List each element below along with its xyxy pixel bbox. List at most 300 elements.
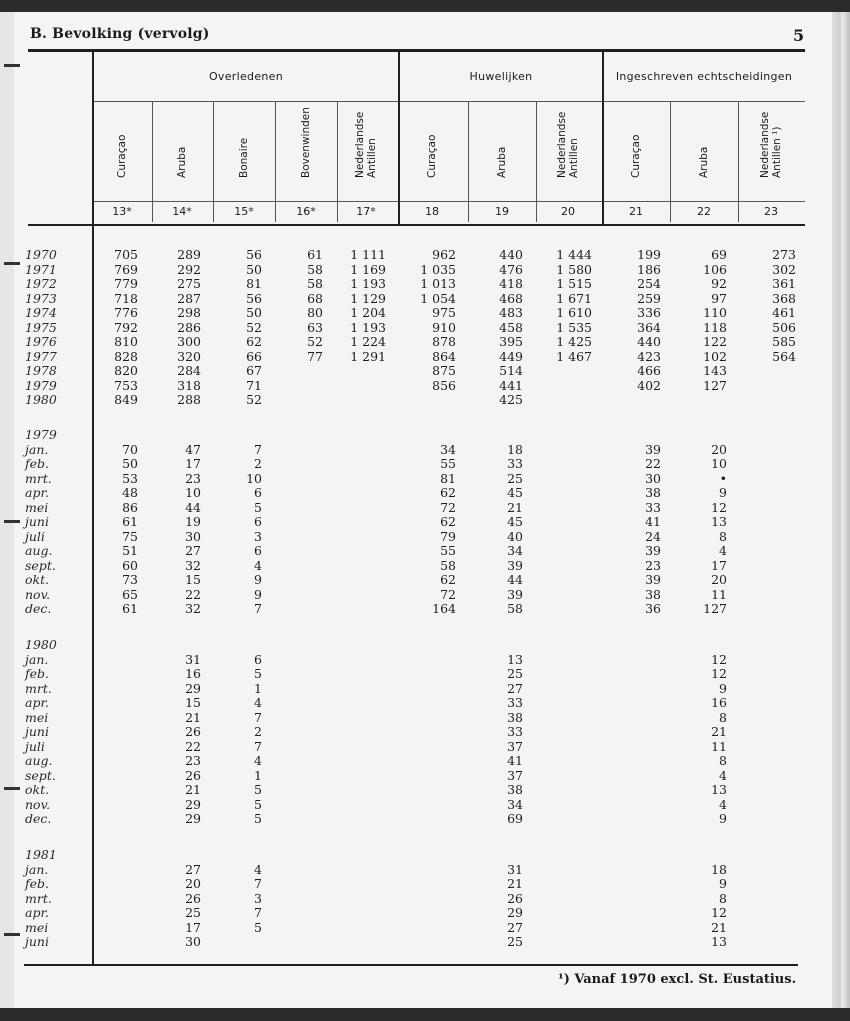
table-cell: 47 [185,441,201,457]
table-cell: 7 [254,738,262,754]
table-cell: 52 [307,334,323,349]
table-cell: 254 [637,276,661,291]
table-cell: 50 [246,305,262,320]
section-year-label: 1981 [25,847,57,862]
column-number: 15* [234,205,254,218]
table-cell: 1 610 [556,305,592,320]
footnote: ¹) Vanaf 1970 excl. St. Eustatius. [558,972,797,987]
row-label: apr. [25,485,50,500]
table-cell: 39 [507,557,523,573]
table-cell: 828 [114,348,138,364]
table-cell: 483 [499,305,523,320]
table-cell: • [719,470,727,486]
table-cell: 9 [254,572,262,587]
table-cell: 34 [440,441,456,457]
column-header: Nederlandse Antillen [556,111,580,178]
table-cell: 1 129 [350,290,386,306]
table-cell: 30 [185,528,201,544]
row-label: mei [25,709,49,725]
table-cell: 7 [254,441,262,457]
section-year-label: 1980 [25,637,57,652]
table-cell: 19 [185,514,201,529]
table-cell: 12 [711,666,727,681]
table-cell: 81 [440,470,456,486]
table-cell: 25 [507,666,523,681]
table-cell: 69 [711,247,727,262]
column-number: 20 [561,205,575,218]
table-cell: 52 [246,392,262,407]
row-label: 1970 [25,247,57,262]
table-cell: 259 [637,290,661,306]
table-cell: 564 [772,348,796,364]
row-label: 1979 [25,377,57,393]
table-cell: 4 [719,796,727,812]
table-cell: 461 [772,305,796,320]
table-cell: 72 [440,499,456,515]
table-cell: 39 [645,572,661,587]
table-cell: 25 [507,470,523,486]
row-label: 1971 [25,261,57,277]
table-cell: 75 [122,528,138,544]
page-left-edge [0,12,15,1009]
column-number: 21 [629,205,643,218]
column-number: 16* [296,205,316,218]
table-cell: 37 [507,767,523,783]
table-cell: 1 [254,680,262,696]
table-cell: 11 [711,738,727,754]
margin-tab-mark [4,262,20,265]
table-cell: 29 [185,811,201,826]
table-cell: 58 [507,601,523,616]
table-cell: 286 [177,319,201,335]
row-label: jan. [25,441,49,457]
table-cell: 29 [185,796,201,812]
table-cell: 476 [499,261,523,277]
table-cell: 13 [711,782,727,797]
column-header: Curaçao [426,134,438,178]
table-cell: 86 [122,499,138,515]
table-cell: 41 [645,514,661,529]
table-cell: 26 [507,890,523,906]
table-cell: 1 035 [420,261,456,277]
table-cell: 27 [507,919,523,935]
table-cell: 17 [185,919,201,935]
table-cell: 22 [185,738,201,754]
row-label: feb. [25,666,49,681]
table-cell: 8 [719,709,727,725]
table-cell: 10 [246,470,262,486]
table-cell: 15 [185,572,201,587]
row-label: aug. [25,753,53,768]
column-number: 18 [425,205,439,218]
group-header-rule [93,101,805,102]
table-cell: 506 [772,319,796,335]
table-cell: 1 054 [420,290,456,306]
table-cell: 4 [719,767,727,783]
table-cell: 13 [507,651,523,667]
table-cell: 300 [177,334,201,349]
table-cell: 6 [254,485,262,500]
row-label: nov. [25,586,51,602]
margin-tab-mark [4,933,20,936]
column-divider [152,102,153,222]
table-cell: 26 [185,767,201,783]
table-cell: 58 [307,261,323,277]
table-cell: 62 [246,334,262,349]
table-cell: 97 [711,290,727,306]
row-label: 1975 [25,319,57,335]
row-label: 1980 [25,392,57,407]
table-cell: 17 [185,456,201,471]
row-label: mei [25,499,49,515]
table-cell: 423 [637,348,661,364]
table-cell: 60 [122,557,138,573]
table-cell: 1 444 [556,247,592,262]
row-label: mrt. [25,680,52,696]
table-cell: 6 [254,543,262,558]
row-label: apr. [25,905,50,920]
table-cell: 38 [507,782,523,797]
table-cell: 23 [645,557,661,573]
table-cell: 21 [185,709,201,725]
table-cell: 395 [499,334,523,349]
table-cell: 368 [772,290,796,306]
table-cell: 298 [177,305,201,320]
row-label: mrt. [25,470,52,486]
table-cell: 2 [254,456,262,471]
table-cell: 12 [711,651,727,667]
table-cell: 1 013 [420,276,456,291]
table-cell: 13 [711,514,727,529]
table-cell: 1 111 [350,247,386,262]
table-cell: 36 [645,601,661,616]
table-cell: 61 [122,514,138,529]
page-right-edge [832,12,850,1009]
table-cell: 45 [507,514,523,529]
table-cell: 17 [711,557,727,573]
table-cell: 1 224 [350,334,386,349]
table-cell: 12 [711,905,727,920]
row-label: okt. [25,572,50,587]
table-cell: 21 [185,782,201,797]
group-header-huwelijken: Huwelijken [469,70,533,83]
table-cell: 15 [185,695,201,710]
table-cell: 1 467 [556,348,592,364]
table-cell: 73 [122,572,138,587]
table-cell: 9 [719,811,727,826]
table-cell: 2 [254,724,262,739]
page-number: 5 [793,26,805,45]
table-cell: 50 [122,456,138,471]
table-cell: 449 [499,348,523,364]
table-cell: 514 [499,363,523,378]
table-cell: 769 [114,261,138,277]
row-label: mei [25,919,49,935]
table-cell: 23 [185,470,201,486]
table-cell: 55 [440,543,456,558]
row-label: nov. [25,796,51,812]
table-cell: 80 [307,305,323,320]
table-cell: 164 [432,601,456,616]
table-cell: 44 [185,499,201,515]
table-cell: 425 [499,392,523,407]
table-cell: 21 [507,876,523,891]
column-header: Nederlandse Antillen ¹) [759,111,783,178]
table-cell: 92 [711,276,727,291]
column-header: Curaçao [630,134,642,178]
table-cell: 4 [254,695,262,710]
row-label: feb. [25,456,49,471]
table-cell: 38 [645,485,661,500]
row-label: juli [25,738,45,754]
table-cell: 20 [185,876,201,891]
table-cell: 9 [719,680,727,696]
table-cell: 1 671 [556,290,592,306]
row-label: juni [25,934,49,949]
table-cell: 32 [185,601,201,616]
table-cell: 30 [185,934,201,949]
table-cell: 18 [711,861,727,877]
table-cell: 199 [637,247,661,262]
table-cell: 52 [246,319,262,335]
column-header: Bovenwinden [300,107,312,178]
column-header: Curaçao [116,134,128,178]
table-cell: 21 [711,724,727,739]
row-label: okt. [25,782,50,797]
row-label: 1973 [25,290,57,306]
table-cell: 718 [114,290,138,306]
table-cell: 71 [246,377,262,393]
table-cell: 6 [254,514,262,529]
table-cell: 288 [177,392,201,407]
table-cell: 143 [703,363,727,378]
table-cell: 50 [246,261,262,277]
table-cell: 441 [499,377,523,393]
table-cell: 7 [254,876,262,891]
table-cell: 4 [254,861,262,877]
table-cell: 51 [122,543,138,558]
table-cell: 1 291 [350,348,386,364]
table-cell: 364 [637,319,661,335]
table-cell: 21 [711,919,727,935]
table-cell: 1 193 [350,276,386,291]
row-label: jan. [25,861,49,877]
table-cell: 7 [254,601,262,616]
table-cell: 41 [507,753,523,768]
table-cell: 336 [637,305,661,320]
table-cell: 275 [177,276,201,291]
table-cell: 58 [440,557,456,573]
table-cell: 402 [637,377,661,393]
table-cell: 31 [507,861,523,877]
table-cell: 1 204 [350,305,386,320]
table-cell: 33 [507,724,523,739]
table-cell: 38 [507,709,523,725]
table-cell: 69 [507,811,523,826]
column-divider [213,102,214,222]
table-cell: 10 [711,456,727,471]
table-cell: 70 [122,441,138,457]
table-cell: 753 [114,377,138,393]
row-label: apr. [25,695,50,710]
table-cell: 26 [185,890,201,906]
table-cell: 9 [719,876,727,891]
row-label: sept. [25,767,56,783]
table-cell: 122 [703,334,727,349]
table-cell: 55 [440,456,456,471]
table-cell: 45 [507,485,523,500]
table-cell: 67 [246,363,262,378]
column-number: 17* [356,205,376,218]
table-cell: 3 [254,890,262,906]
table-cell: 7 [254,905,262,920]
row-label: 1972 [25,276,57,291]
table-cell: 1 193 [350,319,386,335]
column-header-rule [93,201,805,202]
table-cell: 5 [254,919,262,935]
table-cell: 56 [246,247,262,262]
table-cell: 5 [254,666,262,681]
table-cell: 186 [637,261,661,277]
table-cell: 1 425 [556,334,592,349]
margin-tab-mark [4,64,20,67]
table-cell: 62 [440,485,456,500]
table-cell: 34 [507,543,523,558]
table-cell: 466 [637,363,661,378]
table-cell: 34 [507,796,523,812]
table-cell: 106 [703,261,727,277]
margin-tab-mark [4,520,20,523]
table-cell: 5 [254,796,262,812]
row-label: 1977 [25,348,57,364]
table-cell: 72 [440,586,456,602]
row-label: 1978 [25,363,57,378]
table-cell: 962 [432,247,456,262]
table-cell: 21 [507,499,523,515]
table-cell: 62 [440,572,456,587]
table-cell: 875 [432,363,456,378]
table-cell: 31 [185,651,201,667]
column-header: Nederlandse Antillen [354,111,378,178]
table-cell: 9 [719,485,727,500]
table-cell: 4 [719,543,727,558]
table-cell: 127 [703,377,727,393]
table-cell: 22 [185,586,201,602]
table-cell: 81 [246,276,262,291]
table-cell: 39 [645,543,661,558]
table-cell: 110 [703,305,727,320]
table-bottom-rule [24,964,798,966]
table-cell: 38 [645,586,661,602]
table-cell: 318 [177,377,201,393]
table-cell: 361 [772,276,796,291]
table-cell: 284 [177,363,201,378]
table-cell: 102 [703,348,727,364]
row-label: jan. [25,651,49,667]
table-cell: 22 [645,456,661,471]
column-divider [536,102,537,222]
table-cell: 65 [122,586,138,602]
row-label: 1976 [25,334,57,349]
group-header-echtscheidingen: Ingeschreven echtscheidingen [615,70,793,83]
table-cell: 5 [254,782,262,797]
table-cell: 779 [114,276,138,291]
table-cell: 1 169 [350,261,386,277]
table-cell: 4 [254,753,262,768]
table-cell: 3 [254,528,262,544]
table-cell: 24 [645,528,661,544]
row-label: juni [25,514,49,529]
table-cell: 1 [254,767,262,783]
table-cell: 79 [440,528,456,544]
group-header-overledenen: Overledenen [208,70,284,83]
table-cell: 68 [307,290,323,306]
table-cell: 289 [177,247,201,262]
table-cell: 705 [114,247,138,262]
column-number: 22 [697,205,711,218]
table-cell: 11 [711,586,727,602]
column-header: Aruba [496,146,508,178]
table-cell: 48 [122,485,138,500]
table-cell: 32 [185,557,201,573]
table-cell: 26 [185,724,201,739]
table-cell: 33 [507,456,523,471]
column-number: 19 [495,205,509,218]
table-cell: 9 [254,586,262,602]
table-cell: 820 [114,363,138,378]
table-cell: 33 [645,499,661,515]
table-cell: 37 [507,738,523,754]
table-cell: 856 [432,377,456,393]
table-cell: 810 [114,334,138,349]
section-title: B. Bevolking (vervolg) [30,26,210,42]
table-cell: 864 [432,348,456,364]
table-cell: 61 [122,601,138,616]
table-cell: 1 535 [556,319,592,335]
table-cell: 849 [114,392,138,407]
row-label: 1974 [25,305,57,320]
row-label: mrt. [25,890,52,906]
table-cell: 33 [507,695,523,710]
table-cell: 5 [254,811,262,826]
table-top-rule [28,49,805,52]
header-bottom-rule [28,224,805,226]
table-cell: 25 [185,905,201,920]
table-cell: 53 [122,470,138,486]
table-cell: 273 [772,247,796,262]
table-cell: 585 [772,334,796,349]
table-cell: 63 [307,319,323,335]
table-cell: 20 [711,572,727,587]
table-cell: 18 [507,441,523,457]
column-number: 13* [112,205,132,218]
table-cell: 792 [114,319,138,335]
table-cell: 20 [711,441,727,457]
table-cell: 8 [719,753,727,768]
column-header: Bonaire [238,137,250,178]
table-cell: 27 [185,861,201,877]
column-number: 23 [764,205,778,218]
scan-bottom-border [0,1008,850,1021]
table-cell: 27 [185,543,201,558]
table-cell: 61 [307,247,323,262]
table-cell: 27 [507,680,523,696]
column-divider [468,102,469,222]
table-cell: 29 [185,680,201,696]
table-cell: 5 [254,499,262,515]
table-cell: 878 [432,334,456,349]
column-divider [337,102,338,222]
